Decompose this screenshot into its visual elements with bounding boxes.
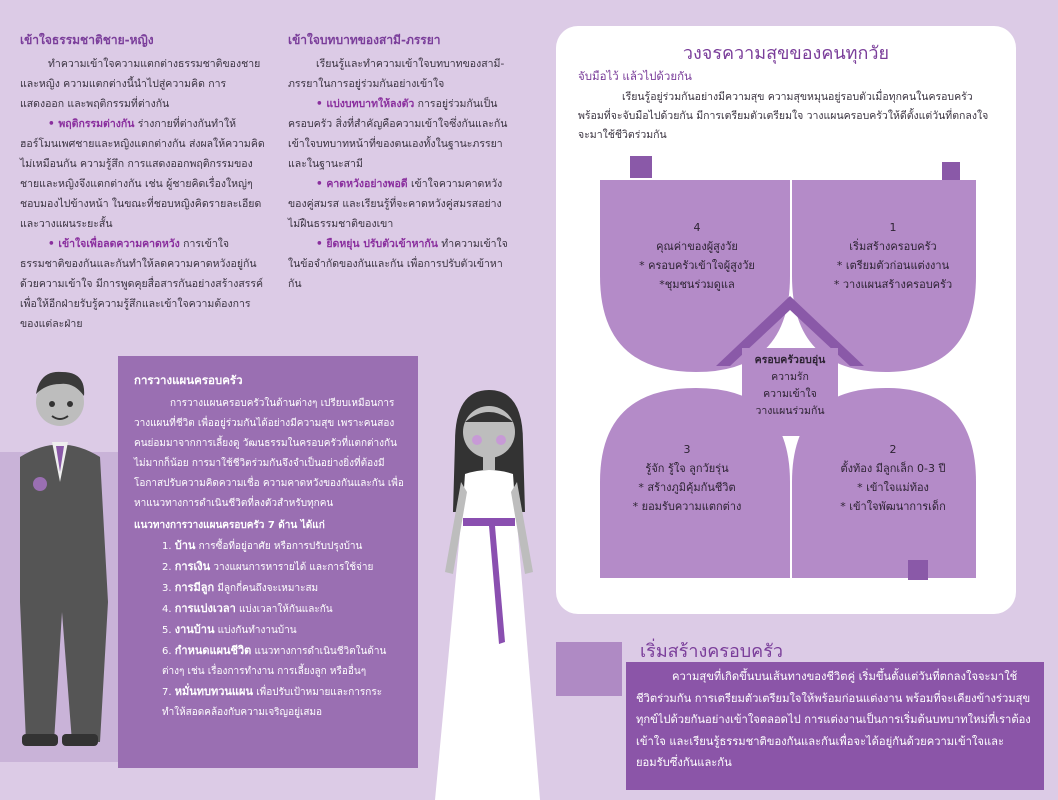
- plan-list-title: แนวทางการวางแผนครอบครัว 7 ด้าน ได้แก่: [134, 520, 325, 531]
- bullet-dot: •: [48, 238, 59, 250]
- bullet-item: [288, 174, 513, 234]
- section-roles: [288, 30, 513, 294]
- plan-item-text: การซื้อที่อยู่อาศัย หรือการปรับปรุงบ้าน: [198, 541, 363, 552]
- bullet-dot: •: [316, 238, 327, 250]
- petal-number: 4: [693, 221, 701, 234]
- plan-item-text: วางแผนการหารายได้ และการใช้จ่าย: [213, 562, 374, 573]
- house-line: วางแผนร่วมกัน: [755, 405, 825, 417]
- bullet-text: เข้าใจความคาดหวังของคู่สมรส และเรียนรู้ที่จะคาดหวังคู่สมรสอย่างไม่ฝืนธรรมชาติของเขา: [288, 178, 503, 230]
- plan-item-head: การมีลูก: [174, 581, 215, 594]
- bullet-text: ร่างกายที่ต่างกันทำให้ฮอร์โมนเพศชายและหญิงแตกต่างกัน ส่งผลให้ความคิดไม่เหมือนกัน ความรู้สึก การแสดงออกพฤติกรรมของชายและหญิงจึงแตกต่างกัน เช่น ผู้ชายคิดเรื่องใหญ่ๆ ชอบมองไปข้างหน้า ในขณะที่ชอบหญิงคิดรายละเอียดและวางแผนระยะสั้น: [20, 118, 265, 230]
- start-title: เริ่มสร้างครอบครัว: [640, 641, 783, 662]
- plan-item-text: แบ่งเวลาให้กันและกัน: [238, 604, 333, 615]
- plan-item-number: 3.: [162, 583, 172, 594]
- bullet-dot: •: [48, 118, 59, 130]
- decor-arrow: [556, 636, 636, 696]
- plan-item-head: การแบ่งเวลา: [174, 602, 236, 615]
- petal-line: * วางแผนสร้างครอบครัว: [833, 278, 953, 291]
- plan-item-number: 4.: [162, 604, 172, 615]
- plan-item: [162, 599, 404, 620]
- plan-item: [162, 557, 404, 578]
- house-line: ความรัก: [771, 371, 809, 383]
- plan-item-text: แนวทางการดำเนินชีวิตในด้านต่างๆ เช่น เรื่องการทำงาน การเลี้ยงลูก หรืออื่นๆ: [162, 646, 387, 677]
- plan-item-text: มีลูกกี่คนถึงจะเหมาะสม: [217, 583, 319, 594]
- petal-title: รู้จัก รู้ใจ ลูกวัยรุ่น: [645, 462, 729, 475]
- petal-line: * เตรียมตัวก่อนแต่งงาน: [836, 259, 950, 272]
- section-intro: ทำความเข้าใจความแตกต่างธรรมชาติของชายและหญิง ความแตกต่างนี้นำไปสู่ความคิด การแสดงออก และพฤติกรรมที่ต่างกัน: [20, 58, 261, 110]
- petal-title: คุณค่าของผู้สูงวัย: [656, 240, 738, 253]
- plan-intro: การวางแผนครอบครัวในด้านต่างๆ เปรียบเหมือนการวางแผนที่ชีวิต เพื่ออยู่ร่วมกันได้อย่างมีความสุข เพราะคนสองคนย่อมมาจากการเลี้ยงดู วัฒนธรรมในครอบครัวที่แตกต่างกันไม่มากก็น้อย การมาใช้ชีวิตร่วมกันจึงจำเป็นอย่างยิ่งที่ต้องมีโอกาสปรับความคิดความเชื่อ ความคาดหวังของกันและกัน เพื่อหาแนวทางการดำเนินชีวิตที่ลงตัวสำหรับทุกคน: [134, 398, 404, 509]
- petal-3-text: [602, 440, 772, 516]
- plan-item-text: เพื่อปรับเป้าหมายและการกระทำให้สอดคล้องกับความเจริญอยู่เสมอ: [162, 687, 383, 718]
- plan-item-number: 7.: [162, 687, 172, 698]
- petal-line: * ครอบครัวเข้าใจผู้สูงวัย: [639, 259, 755, 272]
- cycle-intro: เรียนรู้อยู่ร่วมกันอย่างมีความสุข ความสุขหมุนอยู่รอบตัวเมื่อทุกคนในครอบครัวพร้อมที่จะจับมือไปด้วยกัน มีการเตรียมตัวเตรียมใจ วางแผนครอบครัวให้ดีตั้งแต่วันที่ตกลงใจจะมาใช้ชีวิตร่วมกัน: [578, 91, 989, 141]
- petal-line: * ยอมรับความแตกต่าง: [632, 500, 742, 513]
- happiness-cycle-card: [556, 26, 1016, 614]
- bullet-text: ทำความเข้าใจในข้อจำกัดของกันและกัน เพื่อการปรับตัวเข้าหากัน: [288, 238, 508, 290]
- house-title: ครอบครัวอบอุ่น: [754, 354, 826, 366]
- bullet-item: [20, 234, 268, 334]
- plan-item-number: 6.: [162, 646, 172, 657]
- plan-item: [162, 578, 404, 599]
- plan-item: [162, 536, 404, 557]
- cycle-title: วงจรความสุขของคนทุกวัย: [682, 43, 890, 64]
- bullet-dot: •: [316, 98, 327, 110]
- petal-2-text: [808, 440, 978, 516]
- section-nature-male-female: [20, 30, 268, 334]
- petal-title: เริ่มสร้างครอบครัว: [849, 240, 937, 253]
- plan-title: การวางแผนครอบครัว: [134, 373, 243, 387]
- house-line: ความเข้าใจ: [763, 388, 817, 400]
- cycle-diagram: [556, 26, 1016, 614]
- petal-number: 2: [889, 443, 897, 456]
- house-text: [742, 352, 838, 420]
- family-planning-box: [118, 356, 418, 768]
- plan-item-head: บ้าน: [174, 539, 196, 552]
- plan-item-number: 1.: [162, 541, 172, 552]
- bullet-item: [20, 114, 268, 234]
- section-title: เข้าใจธรรมชาติชาย-หญิง: [20, 33, 154, 47]
- bullet-dot: •: [316, 178, 327, 190]
- bullet-text: การอยู่ร่วมกันเป็นครอบครัว สิ่งที่สำคัญคือความเข้าใจซึ่งกันและกัน เข้าใจบทบาทหน้าที่ของตนเองทั้งในฐานะภรรยาและในฐานะสามี: [288, 98, 508, 170]
- plan-item: [162, 641, 404, 682]
- bullet-item: [288, 94, 513, 174]
- bullet-title: คาดหวังอย่างพอดี: [326, 178, 408, 190]
- corner-square: [942, 162, 960, 180]
- plan-item-head: กำหนดแผนชีวิต: [174, 644, 252, 657]
- bullet-item: [288, 234, 513, 294]
- bullet-text: การเข้าใจธรรมชาติของกันและกันทำให้ลดความคาดหวังอยู่กันด้วยความเข้าใจ มีการพูดคุยสื่อสารกันอย่างสร้างสรรค์ เพื่อให้อีกฝ่ายรับรู้ความรู้สึกและเข้าใจความต้องการของแต่ละฝ่าย: [20, 238, 264, 330]
- groom-illustration: [0, 362, 125, 762]
- corner-square: [630, 156, 652, 178]
- petal-line: * สร้างภูมิคุ้มกันชีวิต: [638, 481, 736, 494]
- petal-line: * เข้าใจพัฒนาการเด็ก: [840, 500, 946, 513]
- cycle-subtitle: จับมือไว้ แล้วไปด้วยกัน: [578, 69, 692, 83]
- plan-item-number: 2.: [162, 562, 172, 573]
- plan-item-text: แบ่งกันทำงานบ้าน: [217, 625, 297, 636]
- plan-item-head: งานบ้าน: [174, 623, 215, 636]
- plan-item: [162, 620, 404, 641]
- petal-line: * เข้าใจแม่ท้อง: [857, 481, 929, 494]
- section-intro: เรียนรู้และทำความเข้าใจบทบาทของสามี-ภรรยาในการอยู่ร่วมกันอย่างเข้าใจ: [288, 58, 505, 90]
- section-title: เข้าใจบทบาทของสามี-ภรรยา: [288, 33, 441, 47]
- petal-number: 3: [683, 443, 691, 456]
- petal-1-text: [808, 218, 978, 294]
- bullet-title: พฤติกรรมต่างกัน: [58, 118, 135, 130]
- plan-item-head: หมั่นทบทวนแผน: [174, 685, 253, 698]
- plan-list: [134, 536, 404, 723]
- plan-item-head: การเงิน: [174, 560, 211, 573]
- petal-number: 1: [889, 221, 897, 234]
- bullet-title: เข้าใจเพื่อลดความคาดหวัง: [58, 238, 180, 250]
- plan-item: [162, 682, 404, 723]
- plan-item-number: 5.: [162, 625, 172, 636]
- start-text: ความสุขที่เกิดขึ้นบนเส้นทางของชีวิตคู่ เริ่มขึ้นตั้งแต่วันที่ตกลงใจจะมาใช้ชีวิตร่วมกัน การเตรียมตัวเตรียมใจให้พร้อมก่อนแต่งงาน พร้อมที่จะเคียงข้างร่วมสุขทุกข์ไปด้วยกันอย่างเข้าใจตลอดไป การแต่งงานเป็นการเริ่มต้นบทบาทใหม่ที่เราต้องเข้าใจ และเรียนรู้ธรรมชาติของกันและกันเพื่อจะได้อยู่กันด้วยความเข้าใจและยอมรับซึ่งกันและกัน: [626, 662, 1044, 790]
- corner-square: [908, 560, 928, 580]
- petal-4-text: [612, 218, 782, 294]
- petal-line: *ชุมชนร่วมดูแล: [659, 278, 735, 291]
- start-family-section: [556, 636, 1046, 796]
- bride-illustration: [425, 382, 550, 800]
- bullet-title: แบ่งบทบาทให้ลงตัว: [326, 98, 415, 110]
- bullet-title: ยืดหยุ่น ปรับตัวเข้าหากัน: [326, 238, 438, 250]
- petal-title: ตั้งท้อง มีลูกเล็ก 0-3 ปี: [840, 462, 946, 475]
